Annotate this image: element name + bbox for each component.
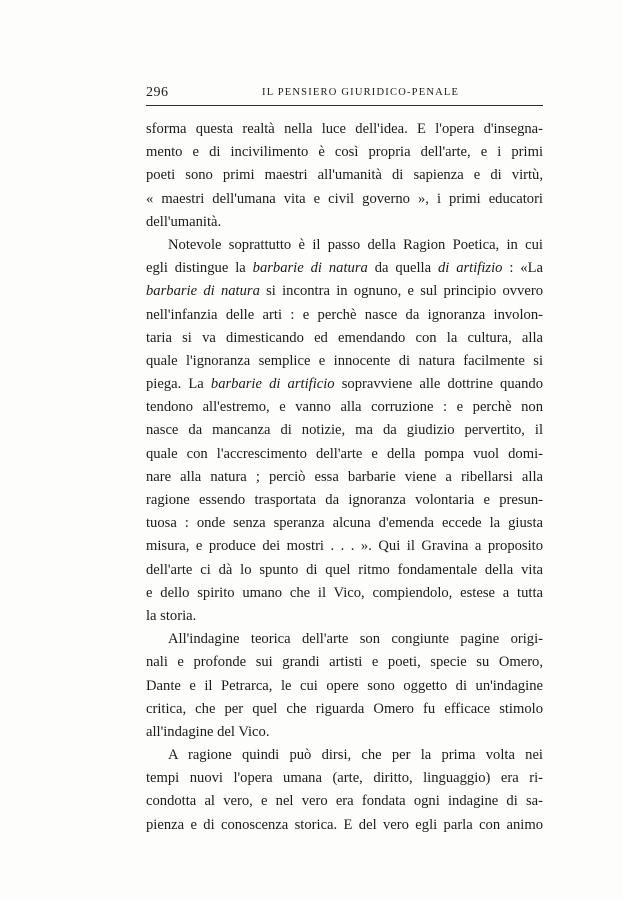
- text-line: [146, 559, 543, 582]
- text-run: Notevole soprattutto è il passo della Ragion Poetica, in cui: [168, 236, 543, 253]
- text-line: [146, 651, 543, 674]
- text-line: [146, 466, 543, 489]
- text-line: [146, 304, 543, 327]
- text-line: [146, 327, 543, 350]
- text-run: dell'arte ci dà lo spunto di quel ritmo fondamentale della vita: [146, 561, 543, 578]
- text-line: [146, 489, 543, 512]
- text-line: [146, 721, 543, 744]
- text-run: « maestri dell'umana vita e civil governo », i primi educatori: [146, 190, 543, 207]
- text-run: la storia.: [146, 607, 197, 624]
- text-run: all'indagine del Vico.: [146, 723, 270, 740]
- text-line: [146, 350, 543, 373]
- italic-term: barbarie di artificio: [210, 376, 335, 393]
- text-run: da quella: [367, 260, 438, 277]
- text-run: tuosa : onde senza speranza alcuna d'emenda eccede la giusta: [146, 515, 543, 532]
- text-run: Dante e il Petrarca, le cui opere sono oggetto di un'indagine: [146, 677, 543, 694]
- italic-term: di artifizio: [437, 260, 503, 277]
- text-run: si incontra in ognuno, e sul principio ovvero: [259, 283, 543, 300]
- text-line: [146, 790, 543, 813]
- text-line: [146, 257, 543, 280]
- italic-term: barbarie di natura: [252, 260, 368, 277]
- text-run: tempi nuovi l'opera umana (arte, diritto, linguaggio) era ri-: [146, 770, 543, 787]
- text-line: [146, 698, 543, 721]
- page-header: [146, 85, 543, 106]
- text-line: [146, 118, 543, 141]
- text-run: taria si va dimesticando ed emendando con la cultura, alla: [146, 329, 543, 346]
- paragraph: [146, 744, 543, 837]
- body-text: [146, 118, 543, 837]
- text-run: tendono all'estremo, e vanno alla corruzione : e perchè non: [146, 399, 543, 416]
- text-line: [146, 628, 543, 651]
- text-run: e dello spirito umano che il Vico, compiendolo, estese a tutta: [146, 584, 543, 601]
- text-run: dell'umanità.: [146, 213, 222, 230]
- paragraph: [146, 118, 543, 234]
- text-run: quale l'ignoranza semplice e innocente di natura facilmente si: [146, 352, 543, 369]
- running-head: IL PENSIERO GIURIDICO-PENALE: [262, 87, 460, 98]
- text-run: misura, e produce dei mostri . . . ». Qui il Gravina a proposito: [146, 538, 543, 555]
- paragraph: [146, 628, 543, 744]
- text-line: [146, 443, 543, 466]
- text-line: [146, 675, 543, 698]
- text-run: quale con l'accrescimento dell'arte e della pompa vuol domi-: [146, 445, 543, 462]
- text-line: [146, 396, 543, 419]
- text-line: [146, 211, 543, 234]
- text-run: condotta al vero, e nel vero era fondata ogni indagine di sa-: [146, 793, 543, 810]
- text-run: critica, che per quel che riguarda Omero fu efficace stimolo: [146, 700, 543, 717]
- text-line: [146, 234, 543, 257]
- text-run: sopravviene alle dottrine quando: [334, 376, 543, 393]
- text-line: [146, 605, 543, 628]
- text-run: nali e profonde sui grandi artisti e poeti, specie su Omero,: [146, 654, 543, 671]
- page-number: 296: [146, 85, 169, 100]
- text-line: [146, 814, 543, 837]
- italic-term: barbarie di natura: [146, 283, 260, 300]
- text-line: [146, 141, 543, 164]
- text-run: egli distingue la: [146, 260, 253, 277]
- text-run: nare alla natura ; perciò essa barbarie viene a ribellarsi alla: [146, 468, 543, 485]
- text-run: nasce da mancanza di notizie, ma da giudizio pervertito, il: [146, 422, 543, 439]
- text-line: [146, 535, 543, 558]
- text-line: [146, 188, 543, 211]
- text-run: pienza e di conoscenza storica. E del vero egli parla con animo: [146, 816, 543, 833]
- text-run: A ragione quindi può dirsi, che per la prima volta nei: [168, 747, 543, 764]
- paragraph: [146, 234, 543, 628]
- text-run: ragione essendo trasportata da ignoranza volontaria e presun-: [146, 492, 543, 508]
- text-line: [146, 164, 543, 187]
- text-line: [146, 512, 543, 535]
- text-line: [146, 582, 543, 605]
- text-line: [146, 767, 543, 790]
- text-run: nell'infanzia delle arti : e perchè nasce da ignoranza involon-: [146, 306, 543, 323]
- text-line: [146, 280, 543, 303]
- text-line: [146, 744, 543, 767]
- text-line: [146, 373, 543, 396]
- text-run: poeti sono primi maestri all'umanità di sapienza e di virtù,: [146, 167, 543, 184]
- text-line: [146, 419, 543, 442]
- text-run: piega. La: [146, 376, 211, 393]
- text-run: sforma questa realtà nella luce dell'idea. E l'opera d'insegna-: [146, 121, 543, 137]
- text-run: mento e di incivilimento è così propria dell'arte, e i primi: [146, 144, 543, 161]
- text-run: : «La: [502, 260, 543, 277]
- text-run: All'indagine teorica dell'arte son congiunte pagine origi-: [168, 631, 543, 648]
